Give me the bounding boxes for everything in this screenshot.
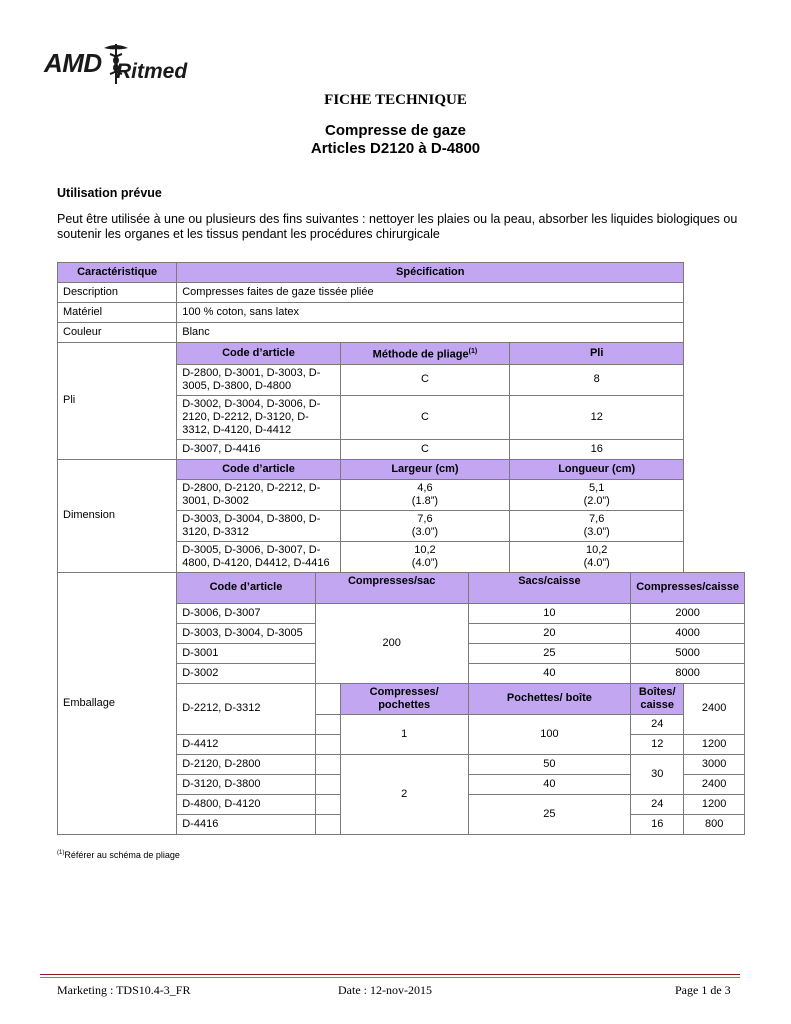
footer-divider-secondary xyxy=(40,977,740,978)
pli-header-method-sup: (1) xyxy=(468,348,478,355)
table-row xyxy=(58,323,745,343)
packaging-code: D-2212, D-3312 xyxy=(177,683,316,734)
dimension-length xyxy=(510,479,684,510)
row-label-pli: Pli xyxy=(58,343,177,460)
packaging-pouches-box: 25 xyxy=(468,794,631,834)
dimension-header-code: Code d’article xyxy=(177,459,341,479)
dimension-code: D-3003, D-3004, D-3800, D-3120, D-3312 xyxy=(177,510,341,541)
dimension-length-in: (2.0”) xyxy=(583,494,610,507)
row-value-color: Blanc xyxy=(177,323,684,343)
packaging-boxes-case: 24 xyxy=(631,794,684,814)
pli-header-method xyxy=(340,343,509,365)
header-specification: Spécification xyxy=(177,263,684,283)
dimension-length xyxy=(510,541,684,572)
dimension-length-cm: 5,1 xyxy=(589,481,605,494)
packaging-header-per-case: Compresses/caisse xyxy=(631,572,745,603)
specification-table xyxy=(57,262,745,835)
packaging-code: D-3001 xyxy=(177,643,316,663)
dimension-width xyxy=(340,479,509,510)
packaging-pouches-box: 40 xyxy=(468,774,631,794)
packaging-header-pouches-box: Pochettes/ boîte xyxy=(468,683,631,714)
dimension-width-in: (4.0”) xyxy=(411,556,439,569)
packaging-header-bags-case: Sacs/caisse xyxy=(468,572,631,603)
packaging-code: D-3120, D-3800 xyxy=(177,774,316,794)
packaging-total: 1200 xyxy=(684,734,745,754)
packaging-total: 1200 xyxy=(684,794,745,814)
logo-amd-text: AMD xyxy=(44,48,102,78)
row-label-description: Description xyxy=(58,283,177,303)
packaging-header-per-bag: Compresses/sac xyxy=(315,572,468,603)
dimension-length-in: (3.0”) xyxy=(583,525,610,538)
dimension-length-cm: 7,6 xyxy=(589,512,605,525)
pli-code: D-3007, D-4416 xyxy=(177,439,341,459)
footnote-marker: (1) xyxy=(57,850,65,856)
packaging-bags: 10 xyxy=(468,603,631,623)
dimension-code: D-2800, D-2120, D-2212, D-3001, D-3002 xyxy=(177,479,341,510)
footer-divider xyxy=(40,974,740,975)
pli-subheader-row xyxy=(58,343,745,365)
dimension-length xyxy=(510,510,684,541)
document-title: FICHE TECHNIQUE xyxy=(324,92,467,108)
dimension-width-cm: 10,2 xyxy=(414,543,436,556)
packaging-bags: 25 xyxy=(468,643,631,663)
packaging-per-pouch: 1 xyxy=(340,714,468,754)
packaging-pouches-box: 50 xyxy=(468,754,631,774)
table-row xyxy=(58,303,745,323)
packaging-header-code: Code d’article xyxy=(177,572,316,603)
pli-method: C xyxy=(340,395,509,439)
pli-method: C xyxy=(340,364,509,395)
header-characteristic: Caractéristique xyxy=(58,263,177,283)
packaging-bags: 20 xyxy=(468,623,631,643)
packaging-per-bag: 200 xyxy=(315,603,468,683)
packaging-total: 3000 xyxy=(684,754,745,774)
product-name: Compresse de gaze xyxy=(325,122,466,139)
footer-reference: Marketing : TDS10.4-3_FR xyxy=(57,983,191,997)
packaging-code: D-2120, D-2800 xyxy=(177,754,316,774)
packaging-total: 8000 xyxy=(631,663,745,683)
packaging-total: 2000 xyxy=(631,603,745,623)
dimension-width xyxy=(340,510,509,541)
packaging-boxes-case: 30 xyxy=(631,754,684,794)
dimension-length-cm: 10,2 xyxy=(585,543,608,556)
packaging-code: D-4416 xyxy=(177,814,316,834)
packaging-header-boxes-case: Boîtes/ caisse xyxy=(631,683,684,714)
packaging-code: D-3003, D-3004, D-3005 xyxy=(177,623,316,643)
packaging-per-pouch: 2 xyxy=(340,754,468,834)
intended-use-text: Peut être utilisée à une ou plusieurs des fins suivantes : nettoyer les plaies ou la peau, absorber les liquides biologiques ou soutenir les organes et les tissus pendant les procédures chirurgicale xyxy=(57,212,738,241)
packaging-code: D-3002 xyxy=(177,663,316,683)
packaging-code: D-4412 xyxy=(177,734,316,754)
dimension-length-in: (4.0”) xyxy=(583,556,610,569)
packaging-total: 2400 xyxy=(684,683,745,734)
packaging-total: 800 xyxy=(684,814,745,834)
pli-value: 16 xyxy=(510,439,684,459)
footnote-text: Référer au schéma de pliage xyxy=(64,850,180,860)
pli-header-code: Code d’article xyxy=(177,343,341,365)
packaging-total: 5000 xyxy=(631,643,745,663)
packaging-boxes-case: 12 xyxy=(631,734,684,754)
dimension-width-cm: 4,6 xyxy=(417,481,433,494)
pli-value: 12 xyxy=(510,395,684,439)
footer-date: Date : 12-nov-2015 xyxy=(338,983,432,997)
company-logo xyxy=(44,40,194,90)
dimension-width-in: (1.8”) xyxy=(411,494,439,507)
footer-page-number: Page 1 de 3 xyxy=(675,983,731,997)
table-header-row xyxy=(58,263,745,283)
packaging-pouches-box: 100 xyxy=(468,714,631,754)
pli-value: 8 xyxy=(510,364,684,395)
dimension-width-in: (3.0”) xyxy=(411,525,439,538)
packaging-total: 2400 xyxy=(684,774,745,794)
footnote xyxy=(57,850,180,860)
pli-header-pli: Pli xyxy=(510,343,684,365)
logo-ritmed-text: Ritmed xyxy=(116,60,188,83)
row-value-material: 100 % coton, sans latex xyxy=(177,303,684,323)
pli-code: D-2800, D-3001, D-3003, D-3005, D-3800, D-4800 xyxy=(177,364,341,395)
pli-method: C xyxy=(340,439,509,459)
table-row xyxy=(58,283,745,303)
row-label-material: Matériel xyxy=(58,303,177,323)
row-label-dimension: Dimension xyxy=(58,459,177,572)
dimension-width-cm: 7,6 xyxy=(417,512,433,525)
row-label-color: Couleur xyxy=(58,323,177,343)
dimension-header-width: Largeur (cm) xyxy=(340,459,509,479)
pli-header-method-text: Méthode de pliage xyxy=(372,348,469,361)
packaging-boxes-case: 24 xyxy=(631,714,684,734)
packaging-total: 4000 xyxy=(631,623,745,643)
dimension-subheader-row xyxy=(58,459,745,479)
packaging-boxes-case: 16 xyxy=(631,814,684,834)
row-label-packaging: Emballage xyxy=(58,572,177,834)
product-articles: Articles D2120 à D-4800 xyxy=(310,140,481,157)
dimension-header-length: Longueur (cm) xyxy=(510,459,684,479)
packaging-subheader-row xyxy=(58,572,745,603)
packaging-code: D-4800, D-4120 xyxy=(177,794,316,814)
intended-use-heading: Utilisation prévue xyxy=(57,186,162,200)
dimension-width xyxy=(340,541,509,572)
packaging-bags: 40 xyxy=(468,663,631,683)
packaging-code: D-3006, D-3007 xyxy=(177,603,316,623)
pli-code: D-3002, D-3004, D-3006, D-2120, D-2212, D-3120, D-3312, D-4120, D-4412 xyxy=(177,395,341,439)
dimension-code: D-3005, D-3006, D-3007, D-4800, D-4120, D4412, D-4416 xyxy=(177,541,341,572)
row-value-description: Compresses faites de gaze tissée pliée xyxy=(177,283,684,303)
packaging-header-per-pouch: Compresses/ pochettes xyxy=(340,683,468,714)
